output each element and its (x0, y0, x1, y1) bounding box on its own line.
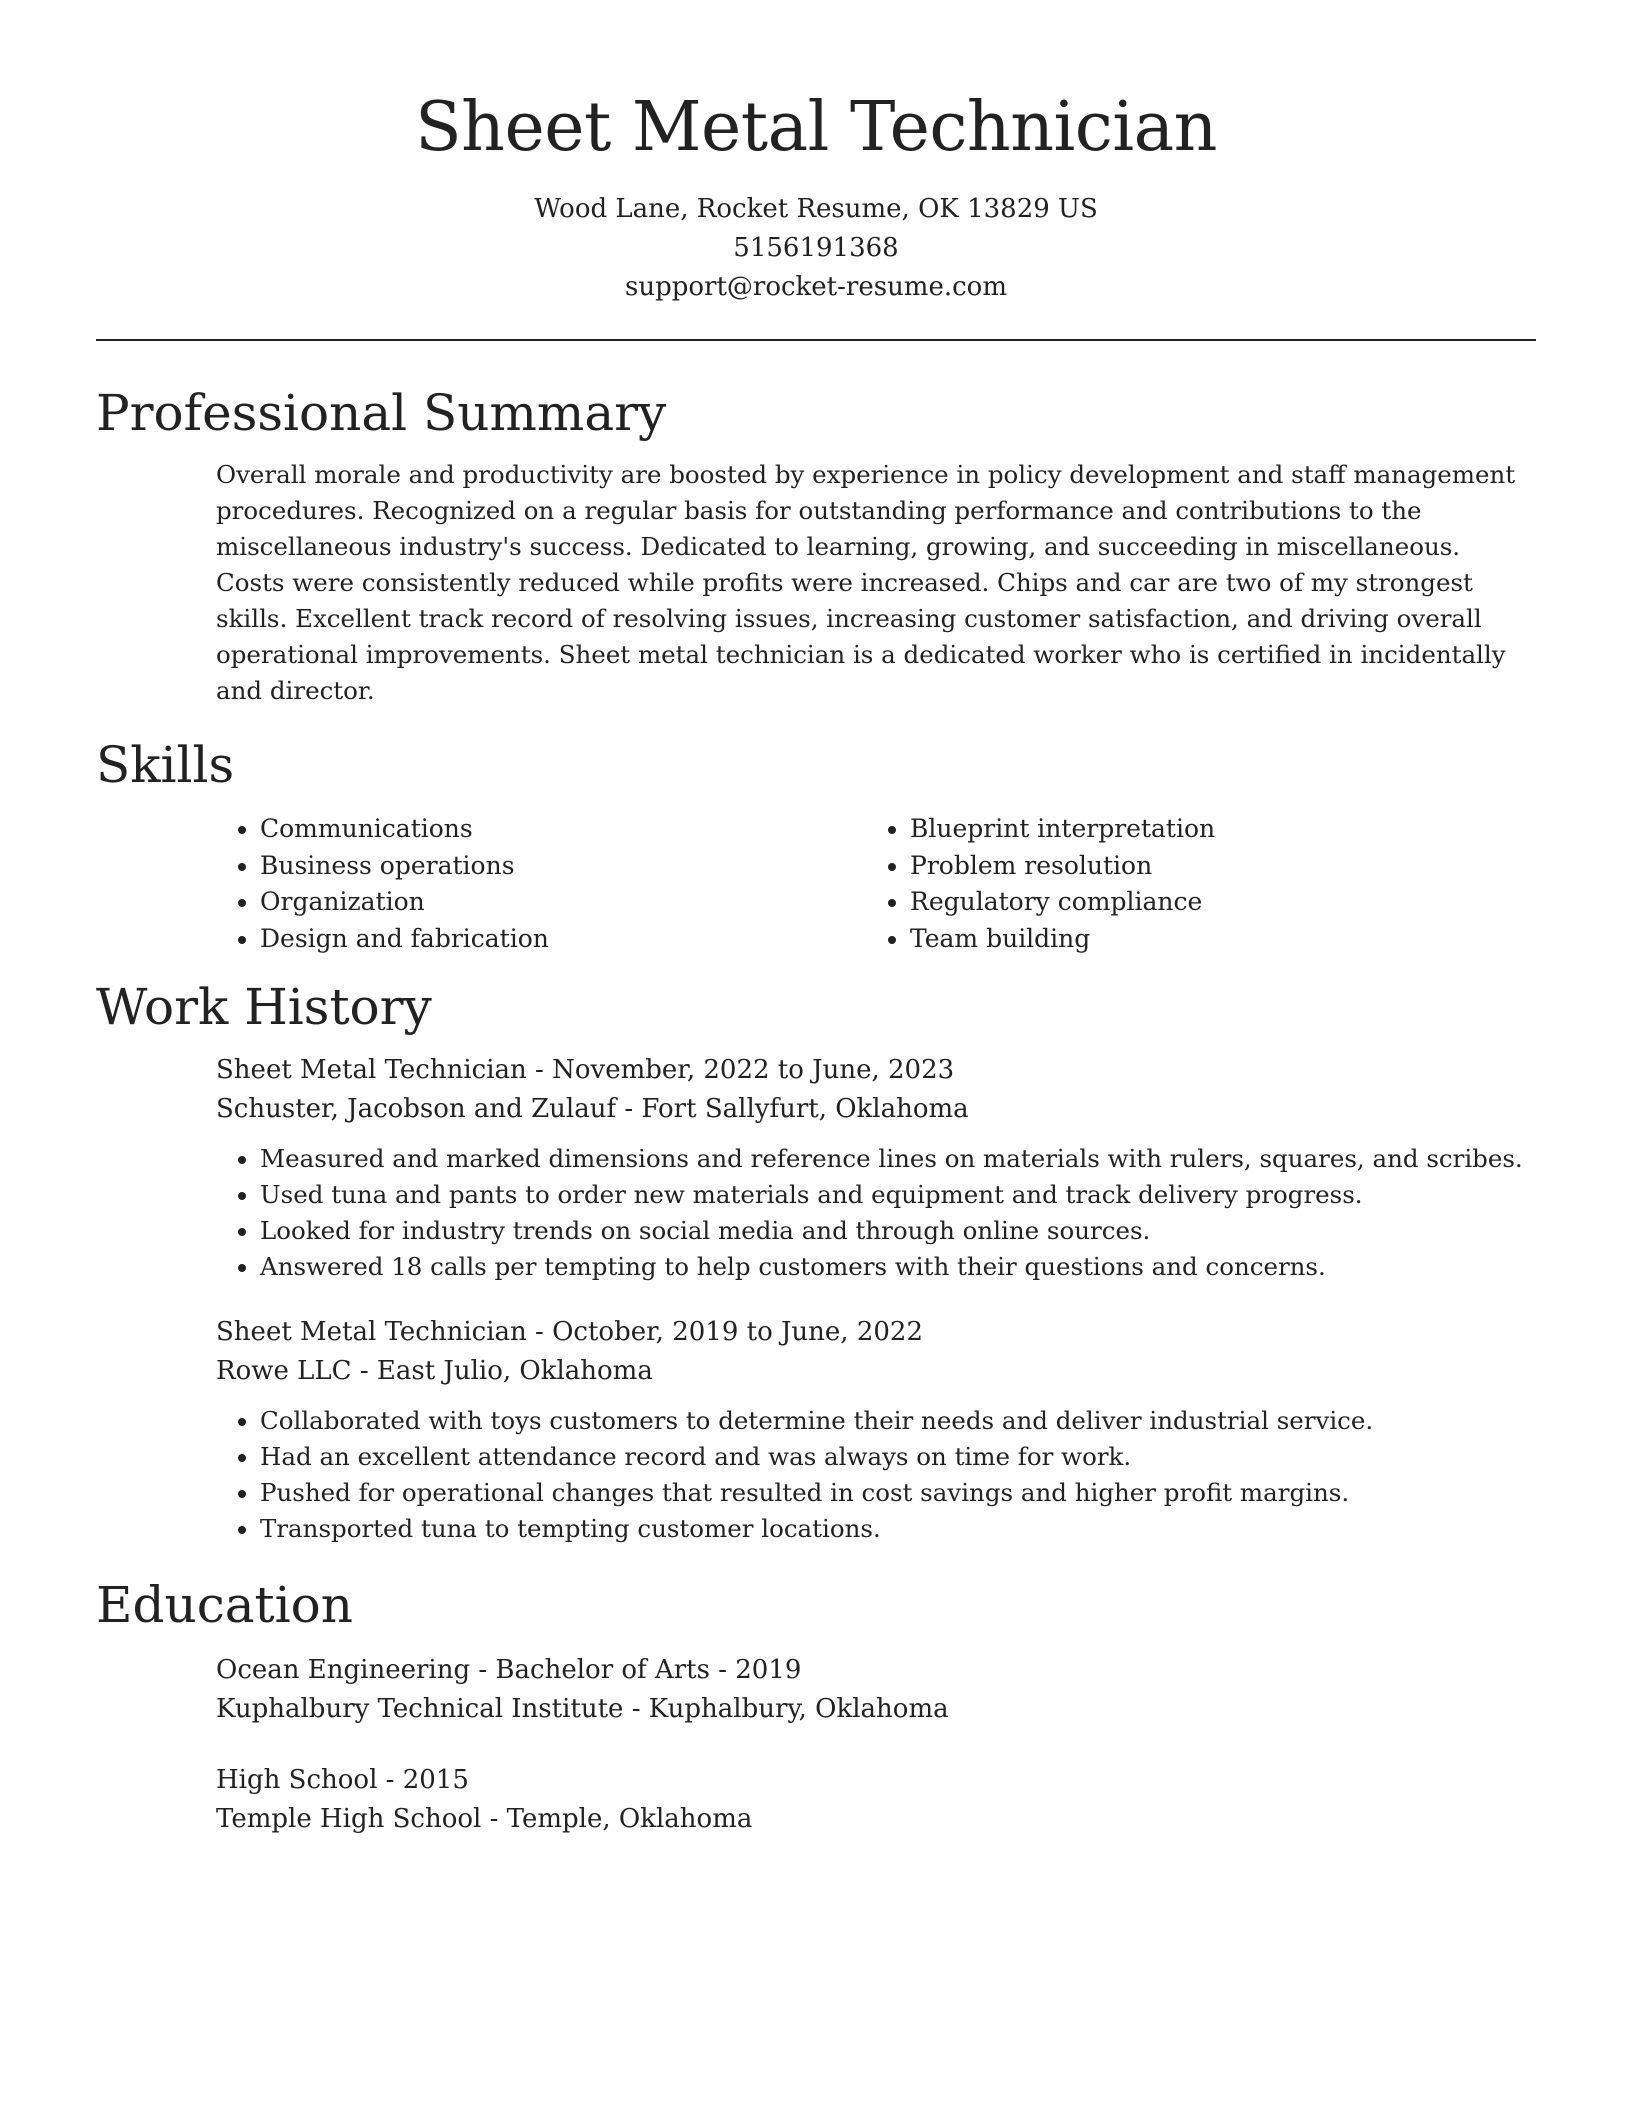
skill-item: • Communications (260, 811, 866, 848)
company-location: - East Julio, Oklahoma (351, 1356, 653, 1386)
skill-item: • Team building (910, 921, 1516, 958)
duty-item: • Pushed for operational changes that resulted in cost savings and higher profit margins. (260, 1475, 1536, 1511)
duty-item: • Had an excellent attendance record and was always on time for work. (260, 1439, 1536, 1475)
duty-item: • Used tuna and pants to order new materials and equipment and track delivery progress. (260, 1177, 1536, 1213)
skill-item: • Organization (260, 884, 866, 921)
skill-item: • Blueprint interpretation (910, 811, 1516, 848)
education-heading: Education (96, 1576, 353, 1634)
job-title-line (216, 1313, 1536, 1352)
contact-address: Wood Lane, Rocket Resume, OK 13829 US (534, 194, 1098, 224)
contact-email: support@rocket-resume.com (624, 272, 1007, 302)
job-dates: - October, 2019 to June, 2022 (526, 1317, 924, 1347)
summary-section (96, 383, 1536, 709)
company-line (216, 1090, 1536, 1129)
skill-item: • Problem resolution (910, 848, 1516, 885)
school-line (216, 1800, 1536, 1839)
degree-line: High School - 2015 (216, 1765, 469, 1795)
school-name: Temple High School (216, 1804, 482, 1834)
job-dates: - November, 2022 to June, 2023 (526, 1055, 955, 1085)
candidate-name: Sheet Metal Technician (415, 88, 1217, 167)
skill-item: • Design and fabrication (260, 921, 866, 958)
company-name: Rowe LLC (216, 1356, 352, 1386)
skills-column-right (866, 811, 1516, 957)
school-location: - Kuphalbury, Oklahoma (623, 1694, 949, 1724)
contact-info (96, 190, 1536, 307)
job-role: Sheet Metal Technician (216, 1055, 527, 1085)
school-name: Kuphalbury Technical Institute (216, 1694, 624, 1724)
education-entry (216, 1651, 1536, 1729)
company-location: - Fort Sallyfurt, Oklahoma (616, 1094, 969, 1124)
school-location: - Temple, Oklahoma (481, 1804, 753, 1834)
job-duties (216, 1141, 1536, 1285)
summary-heading: Professional Summary (96, 384, 667, 442)
job-entry (216, 1051, 1536, 1285)
skill-item: • Regulatory compliance (910, 884, 1516, 921)
school-line (216, 1690, 1536, 1729)
skills-columns (216, 811, 1536, 957)
work-history-heading: Work History (96, 978, 432, 1036)
summary-text: Overall morale and productivity are boosted by experience in policy development and staff management procedures. Recognized on a regular basis for outstanding performance and contributions to the miscellaneous industry's success. Dedicated to learning, growing, and succeeding in miscellaneous. Costs were consistently reduced while profits were increased. Chips and car are two of my strongest skills. Excellent track record of resolving issues, increasing customer satisfaction, and driving overall operational improvements. Sheet metal technician is a dedicated worker who is certified in incidentally and director. (216, 460, 1516, 705)
contact-phone: 5156191368 (733, 233, 899, 263)
skills-section (96, 735, 1536, 957)
skill-item: • Business operations (260, 848, 866, 885)
resume-header (96, 0, 1536, 307)
degree-line: Ocean Engineering - Bachelor of Arts - 2019 (216, 1655, 802, 1685)
education-entry (216, 1761, 1536, 1839)
duty-item: • Transported tuna to tempting customer locations. (260, 1511, 1536, 1547)
education-section (96, 1575, 1536, 1839)
skills-heading: Skills (96, 736, 235, 794)
skills-column-left (216, 811, 866, 957)
job-duties (216, 1403, 1536, 1547)
duty-item: • Looked for industry trends on social media and through online sources. (260, 1213, 1536, 1249)
work-history-section (96, 977, 1536, 1547)
duty-item: • Answered 18 calls per tempting to help customers with their questions and concerns. (260, 1249, 1536, 1285)
job-entry (216, 1313, 1536, 1547)
company-line (216, 1352, 1536, 1391)
job-role: Sheet Metal Technician (216, 1317, 527, 1347)
duty-item: • Measured and marked dimensions and reference lines on materials with rulers, squares, and scribes. (260, 1141, 1536, 1177)
company-name: Schuster, Jacobson and Zulauf (216, 1094, 617, 1124)
header-divider (96, 339, 1536, 341)
job-title-line (216, 1051, 1536, 1090)
duty-item: • Collaborated with toys customers to determine their needs and deliver industrial service. (260, 1403, 1536, 1439)
